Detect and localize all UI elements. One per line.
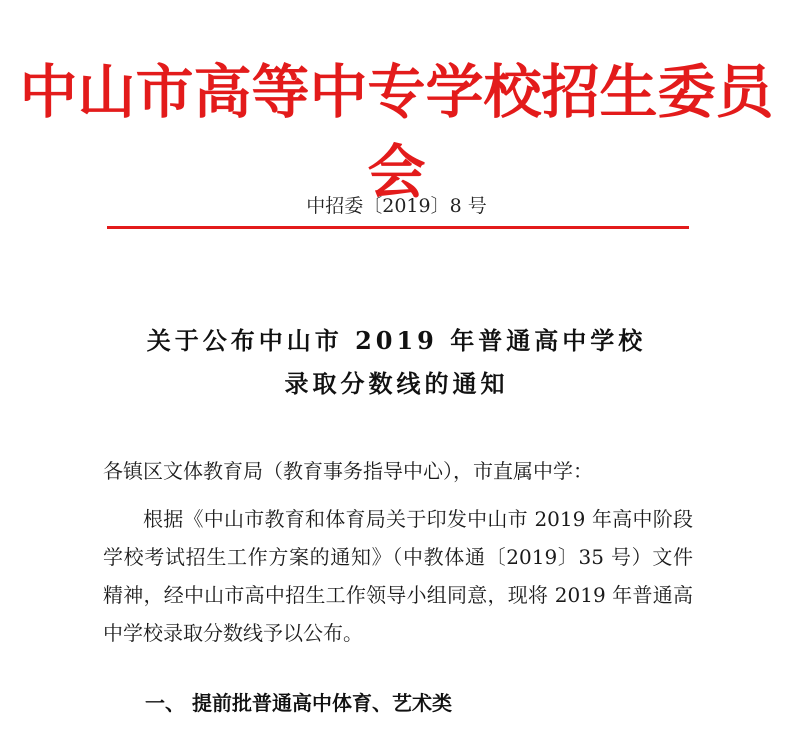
issuer-header: 中山市高等中专学校招生委员会 [19,58,774,206]
red-divider-line [107,226,689,229]
document-number: 中招委〔2019〕8 号 [306,195,487,217]
section-heading: 一、 提前批普通高中体育、艺术类 [145,691,452,715]
body-paragraph: 根据《中山市教育和体育局关于印发中山市 2019 年高中阶段学校考试招生工作方案的通知》（中教体通〔2019〕35 号）文件精神，经中山市高中招生工作领导小组同意，现将 2019 年普通高中学校录取分数线予以公布。 [103,507,693,645]
notice-title-line-1: 关于公布中山市 2019 年普通高中学校 [146,326,647,355]
salutation: 各镇区文体教育局（教育事务指导中心），市直属中学： [103,459,593,483]
notice-title-line-2: 录取分数线的通知 [284,369,509,398]
